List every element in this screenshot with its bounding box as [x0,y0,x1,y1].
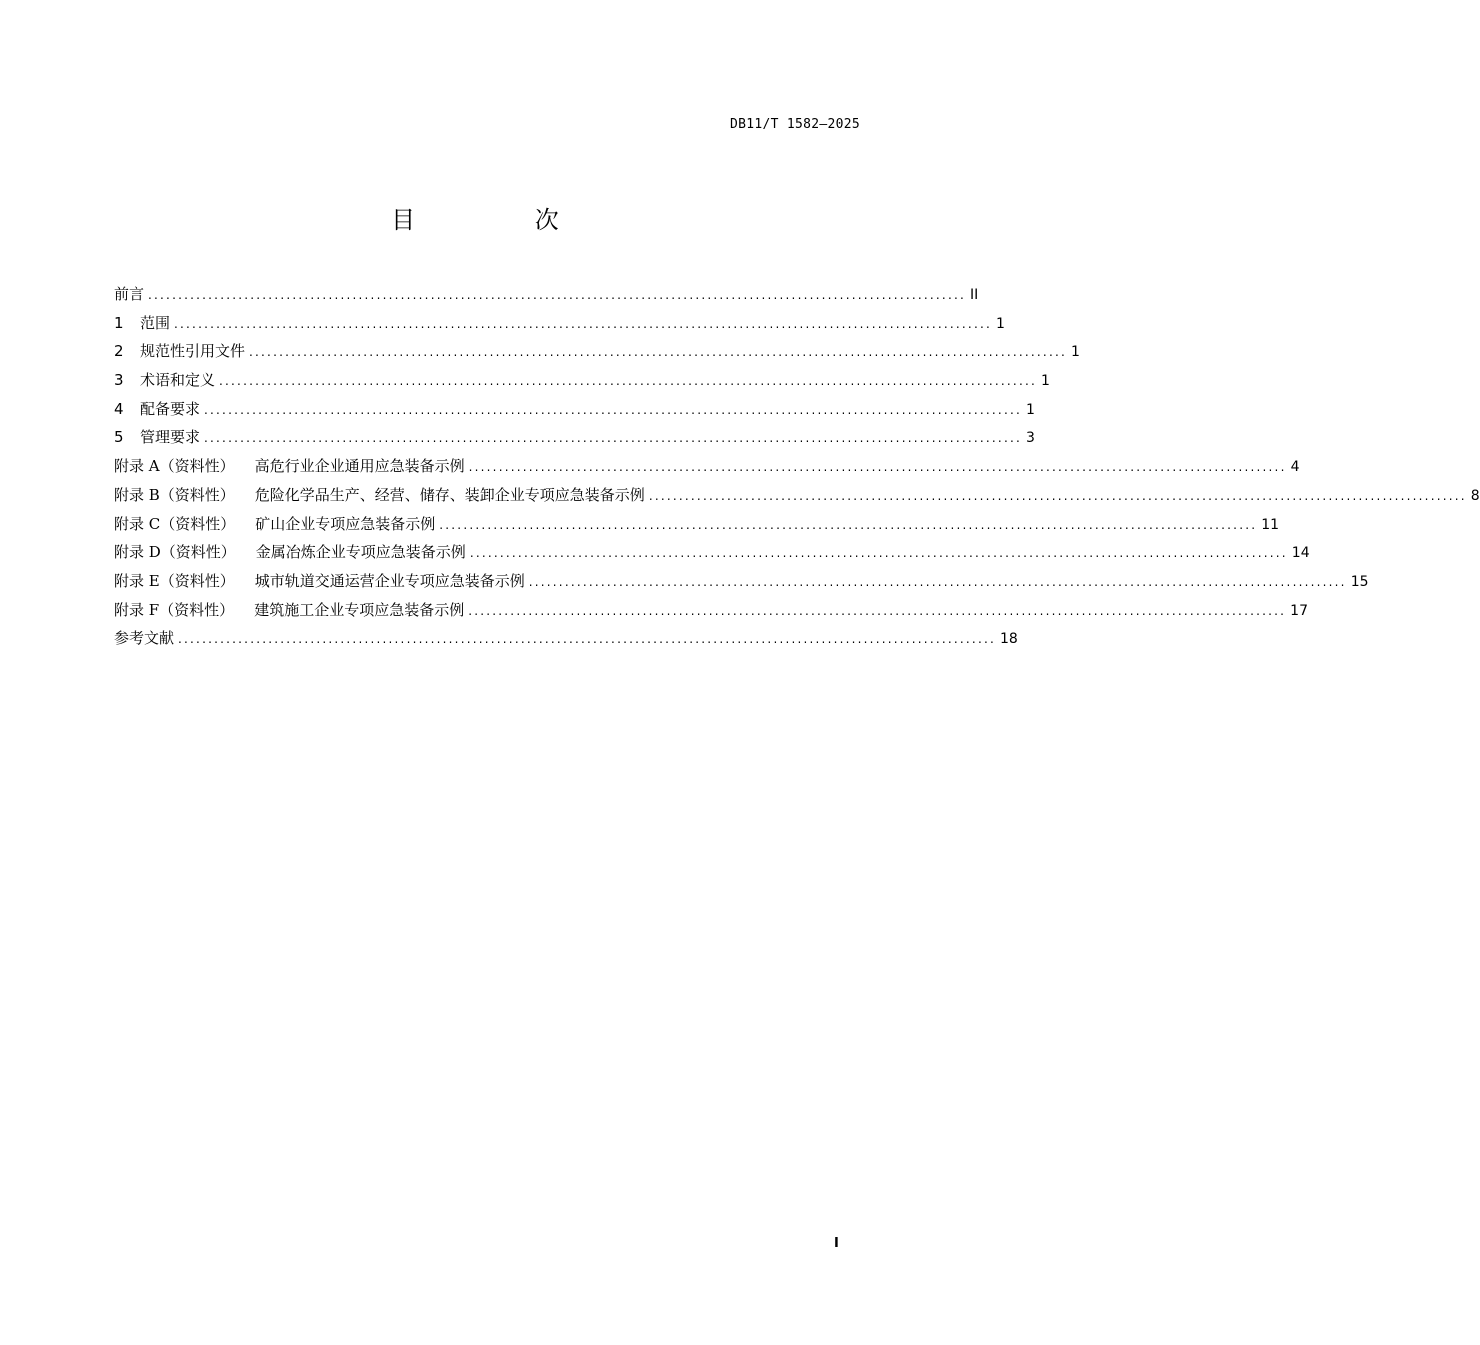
toc-entry-annex-d[interactable] [114,541,1310,570]
toc-leader-dots: ........................................................................................................................................ [528,574,1347,589]
toc-entry-label: 参考文献 [114,629,175,648]
toc-leader-dots: ........................................................................................................................................ [219,374,1037,389]
annex-label: 附录 E（资料性） [114,571,235,590]
toc-entry-label [114,484,645,505]
toc-page-number: 1 [1025,401,1035,418]
toc-entry-label [114,513,435,534]
toc-entry-annex-e[interactable] [114,570,1369,599]
page-number: I [834,1236,839,1251]
toc-leader-dots: ........................................................................................................................................ [439,517,1258,532]
toc-entry-terms[interactable] [114,369,1050,398]
toc-leader-dots: ........................................................................................................................................ [178,632,996,647]
annex-title: 城市轨道交通运营企业专项应急装备示例 [254,571,525,590]
toc-entry-label: 配备要求 [140,399,201,418]
standard-code: DB11/T 1582—2025 [729,117,860,132]
toc-entry-foreword[interactable] [114,283,979,312]
annex-title: 建筑施工企业专项应急装备示例 [254,600,465,619]
toc-page-number: 3 [1025,430,1035,447]
toc-leader-dots: ........................................................................................................................................ [204,402,1022,417]
annex-label: 附录 C（资料性） [114,514,236,533]
toc-entry-annex-b[interactable] [114,484,1480,513]
annex-title: 金属冶炼企业专项应急装备示例 [255,543,466,562]
toc-entry-label [114,570,525,591]
annex-label: 附录 F（资料性） [114,600,235,619]
toc-page-number: 15 [1350,573,1369,590]
toc-page-number: 18 [999,631,1018,648]
toc-leader-dots: ........................................................................................................................................ [204,431,1022,446]
toc-page-number: 1 [1040,373,1050,390]
toc-page-number: 4 [1290,459,1300,476]
toc-leader-dots: ........................................................................................................................................ [648,488,1467,503]
toc-entry-equipment-requirements[interactable] [114,398,1035,427]
toc-entry-annex-a[interactable] [114,455,1300,484]
toc-page-number: 1 [1070,344,1080,361]
toc-entry-label [114,541,466,562]
toc-leader-dots: ........................................................................................................................................ [174,316,992,331]
toc-entry-label: 管理要求 [140,428,201,447]
toc-page-number: 11 [1261,516,1280,533]
toc-page-number: 8 [1470,487,1480,504]
toc-section-number: 3 [114,371,124,390]
toc-entry-label: 规范性引用文件 [140,342,246,361]
toc-entry-label [114,599,464,620]
toc-section-number: 5 [114,428,124,447]
toc-leader-dots: ........................................................................................................................................ [468,603,1287,618]
toc-page-number: 1 [995,315,1005,332]
toc-entry-label: 术语和定义 [140,371,216,390]
toc-entry-label: 前言 [114,285,145,303]
toc-section-number: 2 [114,342,124,361]
toc-leader-dots: ........................................................................................................................................ [249,345,1067,360]
toc-entry-management-requirements[interactable] [114,426,1035,455]
toc-entry-scope[interactable] [114,312,1005,341]
toc-leader-dots: ........................................................................................................................................ [148,288,966,302]
toc-entry-label: 范围 [140,313,171,332]
table-of-contents [114,283,1480,656]
annex-label: 附录 A（资料性） [114,457,235,476]
toc-entry-annex-f[interactable] [114,599,1308,628]
annex-title: 高危行业企业通用应急装备示例 [254,457,465,476]
annex-label: 附录 B（资料性） [114,485,235,504]
toc-entry-annex-c[interactable] [114,513,1280,542]
toc-page-number: 17 [1290,602,1308,619]
toc-entry-bibliography[interactable] [114,627,1018,656]
toc-section-number: 4 [114,399,124,418]
toc-leader-dots: ........................................................................................................................................ [468,460,1287,475]
toc-section-number: 1 [114,313,124,332]
toc-page-number: 14 [1291,545,1310,562]
annex-title: 危险化学品生产、经营、储存、装卸企业专项应急装备示例 [254,485,645,504]
page-title: 目 次 [391,206,615,234]
toc-leader-dots: ........................................................................................................................................ [469,546,1288,561]
toc-entry-label [114,455,465,476]
annex-label: 附录 D（资料性） [114,543,236,562]
toc-entry-normative-references[interactable] [114,340,1080,369]
toc-page-number: II [969,287,979,303]
annex-title: 矿山企业专项应急装备示例 [255,514,436,533]
